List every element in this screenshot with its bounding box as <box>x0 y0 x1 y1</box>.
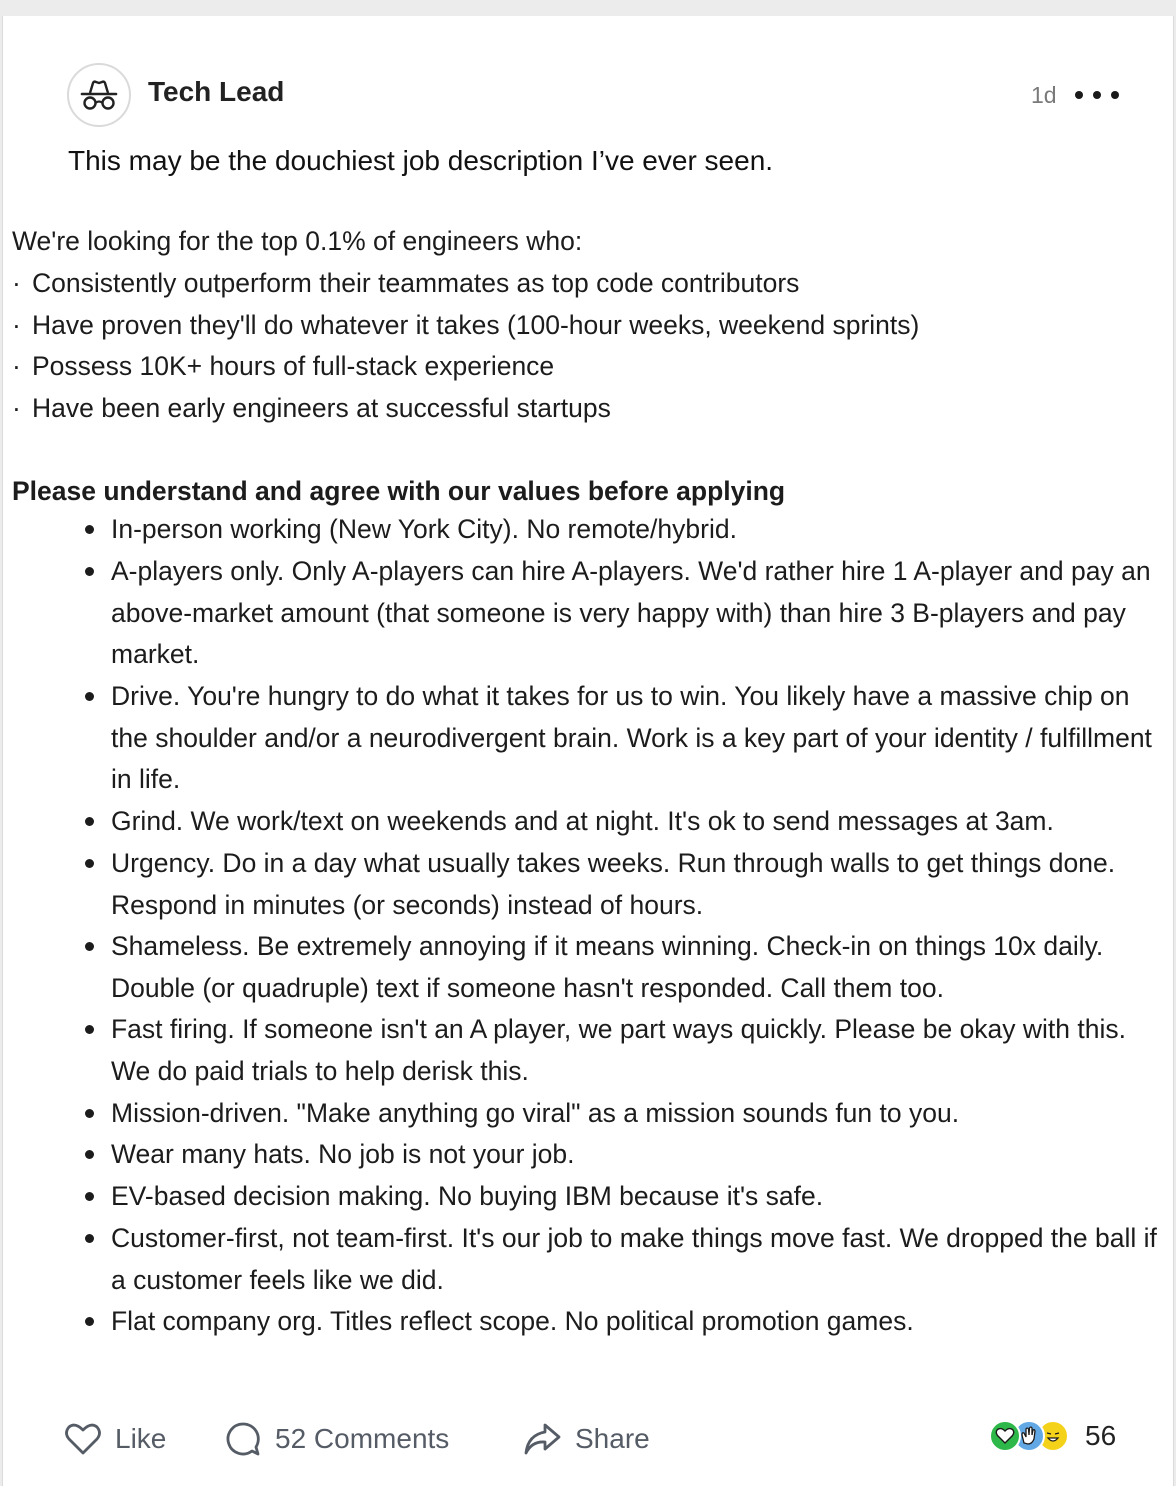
job-intro: We're looking for the top 0.1% of engineers who: <box>12 226 583 256</box>
share-icon <box>523 1422 561 1456</box>
requirement-item: · Consistently outperform their teammates as top code contributors <box>12 268 800 298</box>
requirement-item: · Have been early engineers at successful startups <box>12 393 611 423</box>
like-label: Like <box>115 1423 167 1454</box>
value-item: Shameless. Be extremely annoying if it means winning. Check-in on things 10x daily. Double (or quadruple) text if someone hasn't responded. Call them too. <box>111 926 1161 1009</box>
post-age: 1d <box>1031 82 1057 108</box>
post-card <box>2 16 1174 1486</box>
incognito-icon <box>79 78 119 112</box>
comments-button[interactable] <box>225 1417 449 1461</box>
reactions-summary[interactable] <box>989 1420 1073 1454</box>
comment-icon <box>225 1421 261 1457</box>
value-item: Mission-driven. "Make anything go viral" as a mission sounds fun to you. <box>111 1093 1161 1135</box>
requirement-item: · Have proven they'll do whatever it takes (100-hour weeks, weekend sprints) <box>12 310 920 340</box>
values-heading: Please understand and agree with our values before applying <box>12 476 786 506</box>
share-button[interactable] <box>523 1417 650 1461</box>
requirement-item: · Possess 10K+ hours of full-stack experience <box>12 351 555 381</box>
value-item: Fast firing. If someone isn't an A player, we part ways quickly. Please be okay with this. We do paid trials to help derisk this. <box>111 1009 1161 1092</box>
more-dot-icon <box>1111 91 1119 99</box>
post-caption: This may be the douchiest job description I’ve ever seen. <box>68 145 774 176</box>
value-item: EV-based decision making. No buying IBM because it's safe. <box>111 1176 1161 1218</box>
value-item: Urgency. Do in a day what usually takes weeks. Run through walls to get things done. Respond in minutes (or seconds) instead of hours. <box>111 843 1161 926</box>
value-item: Customer-first, not team-first. It's our job to make things move fast. We dropped the ball if a customer feels like we did. <box>111 1218 1161 1301</box>
value-item: Drive. You're hungry to do what it takes for us to win. You likely have a massive chip on the shoulder and/or a neurodivergent brain. Work is a key part of your identity / fulfillment in life. <box>111 676 1161 801</box>
comments-label: 52 Comments <box>275 1423 450 1454</box>
author-name[interactable]: Tech Lead <box>148 76 285 107</box>
value-item: In-person working (New York City). No remote/hybrid. <box>111 509 1161 551</box>
heart-reaction-icon <box>989 1420 1021 1452</box>
value-item: Flat company org. Titles reflect scope. No political promotion games. <box>111 1301 1161 1343</box>
value-item: Wear many hats. No job is not your job. <box>111 1134 1161 1176</box>
like-button[interactable] <box>65 1417 166 1461</box>
share-label: Share <box>575 1423 650 1454</box>
heart-icon <box>65 1423 101 1455</box>
value-item: Grind. We work/text on weekends and at night. It's ok to send messages at 3am. <box>111 801 1161 843</box>
more-dot-icon <box>1075 91 1083 99</box>
reaction-count[interactable]: 56 <box>1085 1420 1117 1451</box>
author-avatar[interactable] <box>67 63 131 127</box>
value-item: A-players only. Only A-players can hire A-players. We'd rather hire 1 A-player and pay an above-market amount (that someone is very happy with) than hire 3 B-players and pay market. <box>111 551 1161 676</box>
more-options-button[interactable] <box>1069 78 1125 112</box>
more-dot-icon <box>1093 91 1101 99</box>
